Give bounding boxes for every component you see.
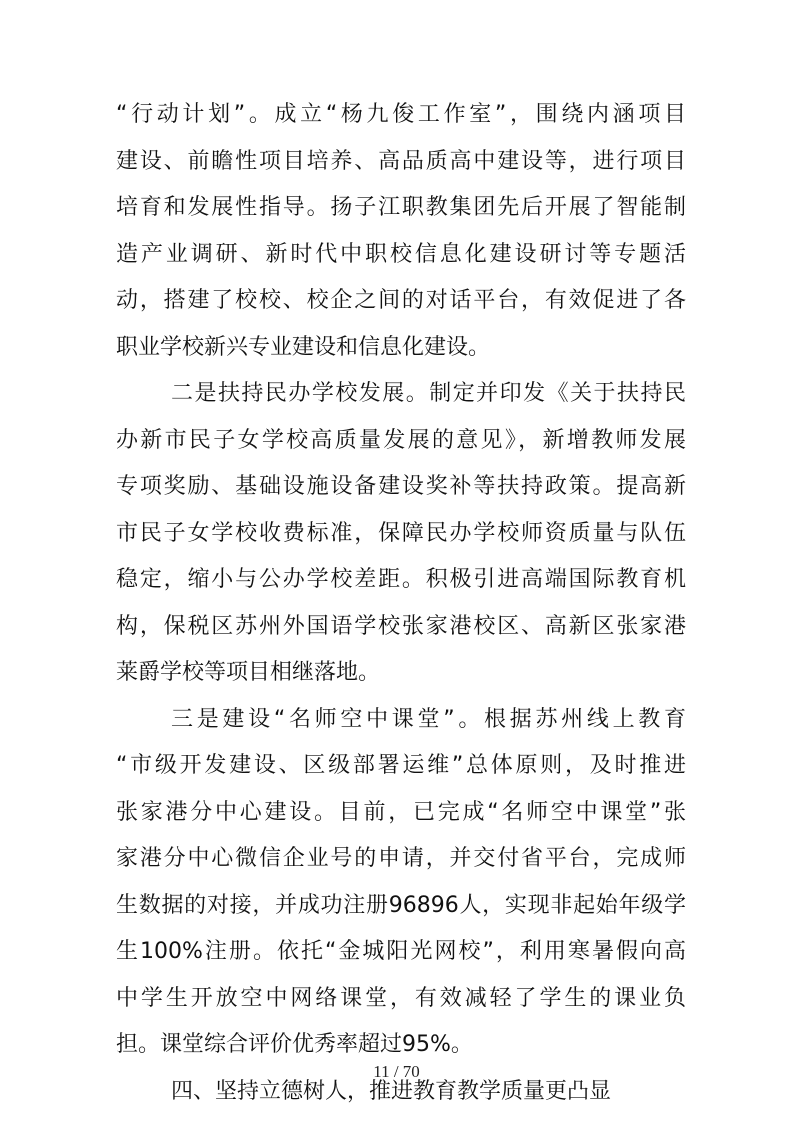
text-line: 生100%注册。依托“金城阳光网校”，利用寒暑假向高 [116, 939, 686, 964]
text-line: 三是建设“名师空中课堂”。根据苏州线上教育 [171, 706, 686, 732]
paragraph-online-classroom [116, 697, 686, 1069]
text-line: “行动计划”。成立“杨九俊工作室”，围绕内涵项目 [116, 102, 686, 127]
text-line: 专项奖励、基础设施设备建设奖补等扶持政策。提高新 [116, 474, 686, 499]
text-line: “市级开发建设、区级部署运维”总体原则，及时推进 [116, 753, 686, 778]
text-line: 建设、前瞻性项目培养、高品质高中建设等，进行项目 [116, 148, 686, 174]
paragraph-private-schools [116, 371, 686, 697]
text-line: 莱爵学校等项目相继落地。 [116, 660, 381, 685]
text-line: 办新市民子女学校高质量发展的意见》，新增教师发展 [116, 427, 686, 453]
text-line: 稳定，缩小与公办学校差距。积极引进高端国际教育机 [116, 567, 686, 592]
text-line: 中学生开放空中网络课堂，有效减轻了学生的课业负 [116, 985, 686, 1011]
text-line: 市民子女学校收费标准，保障民办学校师资质量与队伍 [116, 520, 686, 546]
text-line: 构，保税区苏州外国语学校张家港校区、高新区张家港 [116, 613, 686, 639]
text-line: 动，搭建了校校、校企之间的对话平台，有效促进了各 [116, 288, 686, 313]
document-body [116, 92, 686, 1115]
text-line: 培育和发展性指导。扬子江职教集团先后开展了智能制 [116, 195, 686, 220]
heading-line: 四、坚持立德树人，推进教育教学质量更凸显 [171, 1078, 612, 1104]
text-line: 职业学校新兴专业建设和信息化建设。 [116, 334, 491, 360]
text-line: 生数据的对接，并成功注册96896人，实现非起始年级学 [116, 892, 686, 918]
text-line: 担。课堂综合评价优秀率超过95%。 [116, 1032, 473, 1057]
paragraph-continued [116, 92, 686, 371]
text-line: 二是扶持民办学校发展。制定并印发《关于扶持民 [171, 381, 686, 406]
text-line: 造产业调研、新时代中职校信息化建设研讨等专题活 [116, 241, 686, 267]
page-number: 11 / 70 [373, 1062, 420, 1081]
text-line: 张家港分中心建设。目前，已完成“名师空中课堂”张 [116, 799, 686, 825]
text-line: 家港分中心微信企业号的申请，并交付省平台，完成师 [116, 846, 686, 871]
